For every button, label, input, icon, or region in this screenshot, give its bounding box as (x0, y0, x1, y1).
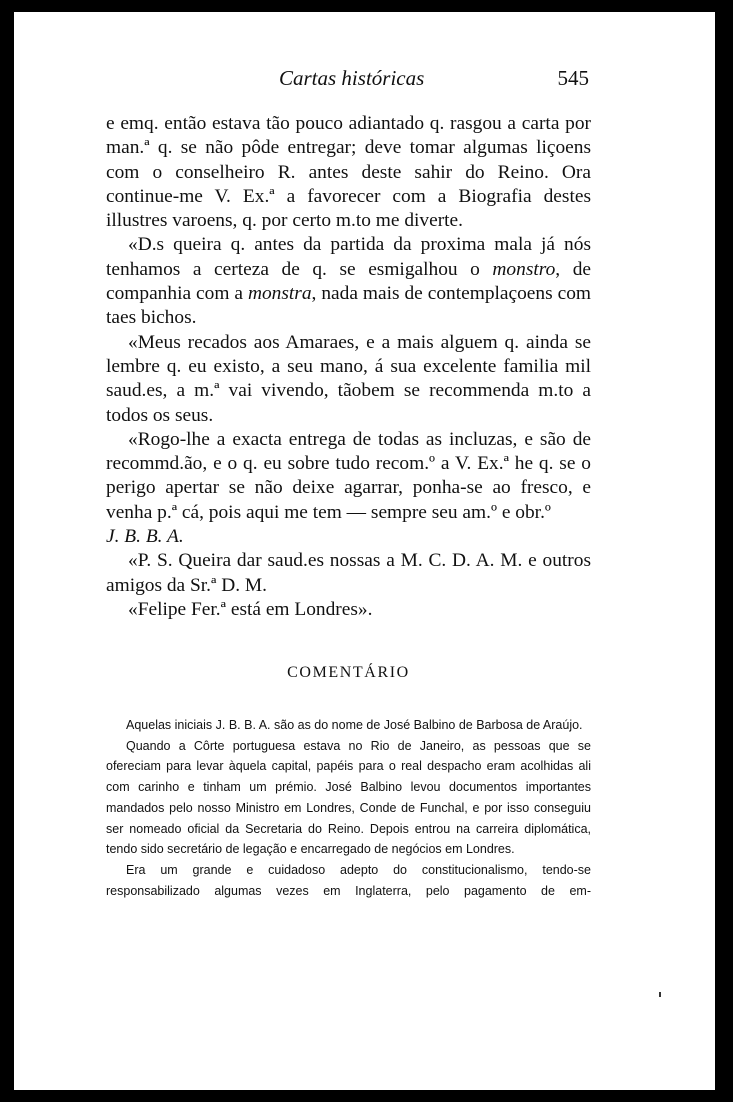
commentary-text (106, 715, 591, 901)
commentary-paragraph: Quando a Côrte portuguesa estava no Rio de Janeiro, as pessoas que se ofereciam para levar àquela capital, papéis para o real despacho eram acolhidas ali com carinho e tinham um prémio. José Balbino levou documentos importantes mandados pelo nosso Ministro em Londres, Conde de Funchal, e por isso conseguiu ser nomeado oficial da Secretaria do Reino. Depois entrou na carreira diplomática, tendo sido secretário de legação e encarregado de negócios em Londres. (106, 738, 591, 857)
signature-initials: J. B. B. A. (106, 526, 184, 548)
letter-paragraph: «Felipe Fer.ª está em Londres». (128, 598, 373, 620)
running-title: Cartas históricas (279, 66, 425, 90)
commentary-paragraph: Era um grande e cuidadoso adepto do constitucionalismo, tendo-se responsabilizado algumas vezes em Inglaterra, pelo pagamento de em- (106, 862, 591, 898)
letter-paragraph: e emq. então estava tão pouco adiantado q. rasgou a carta por man.ª q. se não pôde entregar; deve tomar algumas liçoens com o conselheiro R. antes deste sahir do Reino. Ora continue-me V. Ex.ª a favorecer com a Biografia destes illustres varoens, q. por certo m.to me diverte. (106, 113, 591, 232)
running-header (109, 66, 589, 96)
letter-paragraph: «P. S. Queira dar saud.es nossas a M. C. D. A. M. e outros amigos da Sr.ª D. M. (106, 550, 591, 596)
text-run: , nada mais de contemplaçoens com taes bichos. (106, 283, 591, 329)
letter-paragraph: «Rogo-lhe a exacta entrega de todas as incluzas, e são de recommd.ão, e o q. eu sobre tudo recom.º a V. Ex.ª he q. se o perigo apertar se não deixe agarrar, ponha-se ao fresco, e venha p.ª cá, pois aqui me tem — sempre seu am.º e obr.º (106, 428, 591, 523)
italic-word: monstro (492, 258, 556, 280)
section-heading: COMENTÁRIO (287, 664, 410, 681)
text-run: «D.s queira q. antes da partida da proxima mala já nós tenhamos a certeza de q. se esmigalhou o (106, 234, 591, 280)
italic-word: monstra (247, 283, 312, 305)
print-mark (659, 992, 661, 997)
book-page (14, 12, 715, 1090)
text-run: , de companhia com a (106, 258, 591, 305)
page-number: 545 (557, 66, 589, 90)
letter-text (106, 112, 591, 622)
letter-paragraph: «Meus recados aos Amaraes, e a mais alguem q. ainda se lembre q. eu existo, a seu mano, á sua excelente familia mil saud.es, a m.ª vai vivendo, tãobem se recommenda m.to a todos os seus. (106, 331, 591, 426)
letter-paragraph (106, 233, 591, 330)
commentary-paragraph: Aquelas iniciais J. B. B. A. são as do nome de José Balbino de Barbosa de Araújo. (126, 718, 583, 732)
